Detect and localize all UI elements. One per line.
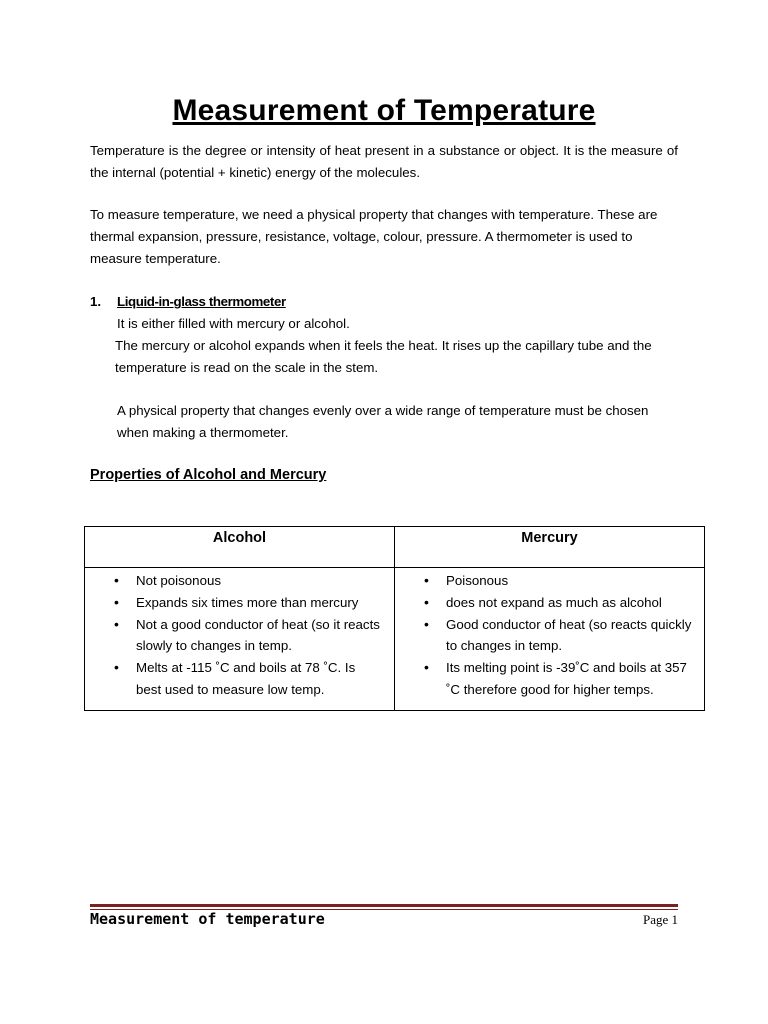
footer-rule: [90, 904, 678, 907]
page-number: Page 1: [642, 912, 678, 927]
thermometer-line-1: It is either filled with mercury or alcohol.: [117, 316, 350, 331]
list-item: • Its melting point is -39˚C and boils at 357 ˚C therefore good for higher temps.: [446, 657, 704, 701]
list-item: • Not a good conductor of heat (so it reacts slowly to changes in temp.: [136, 614, 394, 658]
mercury-cell: [395, 568, 705, 711]
alcohol-list: [85, 568, 394, 701]
table-header-mercury: Mercury: [395, 527, 705, 568]
measure-paragraph: To measure temperature, we need a physical property that changes with temperature. These are thermal expansion, pressure, resistance, voltage, colour, pressure. A thermometer is used to measure temperature.: [90, 207, 658, 266]
section-heading: Properties of Alcohol and Mercury: [90, 467, 327, 483]
thermometer-line-2: The mercury or alcohol expands when it feels the heat. It rises up the capillary tube and the temperature is read on the scale in the stem.: [115, 338, 652, 375]
footer-title: Measurement of temperature: [90, 910, 325, 928]
intro-paragraph: Temperature is the degree or intensity of heat present in a substance or object. It is the measure of the internal (potential + kinetic) energy of the molecules.: [90, 143, 678, 180]
page-title: Measurement of Temperature: [172, 94, 596, 127]
list-heading-text: Liquid-in-glass thermometer: [117, 294, 286, 309]
list-item: • Expands six times more than mercury: [136, 592, 394, 614]
list-item: • does not expand as much as alcohol: [446, 592, 704, 614]
list-item: • Not poisonous: [136, 570, 394, 592]
mercury-list: [395, 568, 704, 701]
list-item: • Good conductor of heat (so reacts quickly to changes in temp.: [446, 614, 704, 658]
thermometer-line-3: A physical property that changes evenly over a wide range of temperature must be chosen when making a thermometer.: [117, 403, 649, 440]
table-header-alcohol: Alcohol: [85, 527, 395, 568]
table-row: [85, 568, 705, 711]
list-number: 1.: [90, 294, 102, 309]
list-item: • Melts at -115 ˚C and boils at 78 ˚C. Is best used to measure low temp.: [136, 657, 394, 701]
table-header-row: [85, 527, 705, 568]
properties-table: [84, 526, 705, 711]
list-item-heading: [90, 292, 286, 312]
list-item: • Poisonous: [446, 570, 704, 592]
alcohol-cell: [85, 568, 395, 711]
